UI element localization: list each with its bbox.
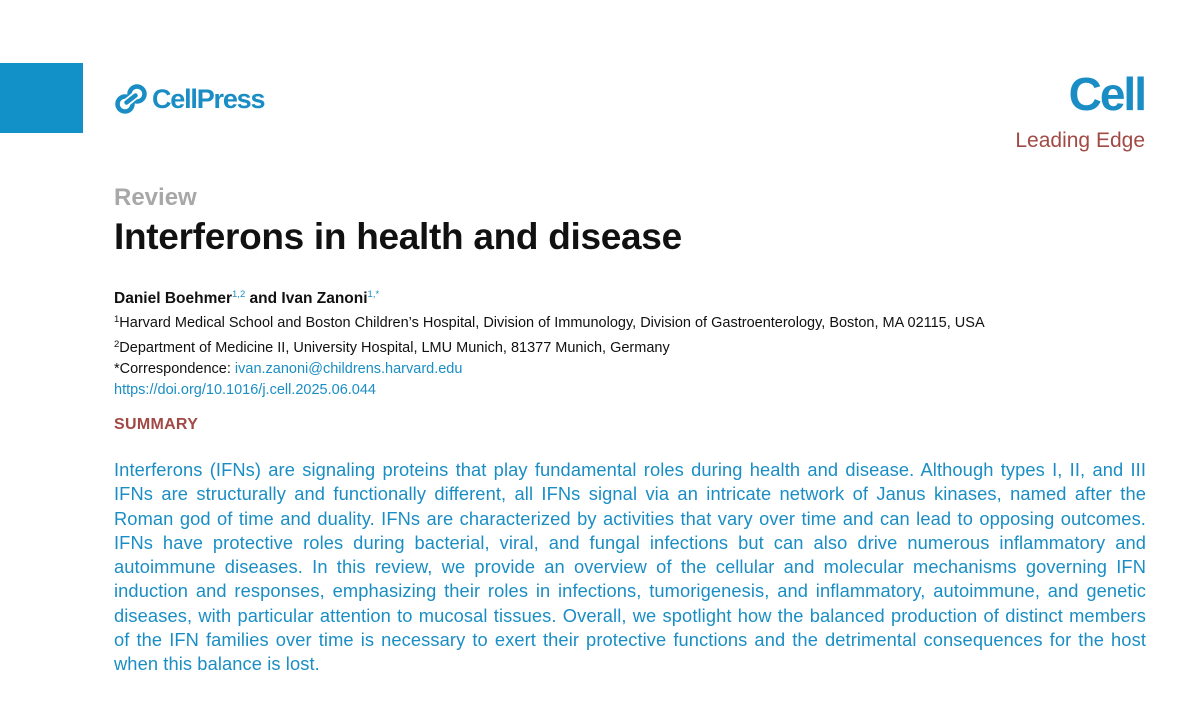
doi-link[interactable]: https://doi.org/10.1016/j.cell.2025.06.044 (114, 382, 376, 398)
author-name: Ivan Zanoni (281, 290, 368, 307)
affiliation-mark: 1 (114, 314, 120, 325)
article-title: Interferons in health and disease (114, 216, 682, 257)
cellpress-logo-icon (114, 82, 148, 116)
author-name: Daniel Boehmer (114, 290, 233, 307)
journal-name[interactable]: Cell (1068, 68, 1145, 120)
journal-section: Leading Edge (1015, 129, 1145, 152)
affiliation-text: Harvard Medical School and Boston Children’s Hospital, Division of Immunology, Division of Gastroenterology, Boston, MA 02115, USA (119, 315, 985, 331)
correspondence (114, 359, 1154, 380)
article-metadata (114, 284, 1154, 401)
author-affiliation-marks[interactable]: 1,2 (232, 289, 246, 300)
correspondence-email-link[interactable]: ivan.zanoni@childrens.harvard.edu (234, 361, 463, 377)
affiliation-text: Department of Medicine II, University Hospital, LMU Munich, 81377 Munich, Germany (119, 340, 670, 356)
summary-text: Interferons (IFNs) are signaling proteins that play fundamental roles during health and disease. Although types I, II, and III IFNs are structurally and functionally different, all IFNs signal via an intricate network of Janus kinases, named after the Roman god of time and duality. IFNs are characterized by activities that vary over time and can lead to opposing outcomes. IFNs have protective roles during bacterial, viral, and fungal infections but can also drive numerous inflammatory and autoimmune diseases. In this review, we provide an overview of the cellular and molecular mechanisms governing IFN induction and responses, emphasizing their roles in infections, tumorigenesis, and inflammatory, autoimmune, and genetic diseases, with particular attention to mucosal tissues. Overall, we spotlight how the balanced production of distinct members of the IFN families over time is necessary to exert their protective functions and the detrimental consequences for the host when this balance is lost. (114, 459, 1146, 675)
affiliation (114, 334, 1154, 359)
cellpress-logo[interactable] (114, 82, 264, 116)
author-list (114, 284, 1154, 309)
summary-heading: SUMMARY (114, 416, 199, 433)
cellpress-logo-text: CellPress (152, 83, 265, 114)
author-connector: and (249, 290, 278, 307)
article-type: Review (114, 184, 197, 211)
correspondence-label: *Correspondence: (114, 361, 231, 377)
author-affiliation-marks[interactable]: 1,* (367, 289, 380, 300)
affiliation (114, 309, 1154, 334)
accent-block (0, 63, 83, 133)
affiliation-mark: 2 (114, 339, 120, 350)
